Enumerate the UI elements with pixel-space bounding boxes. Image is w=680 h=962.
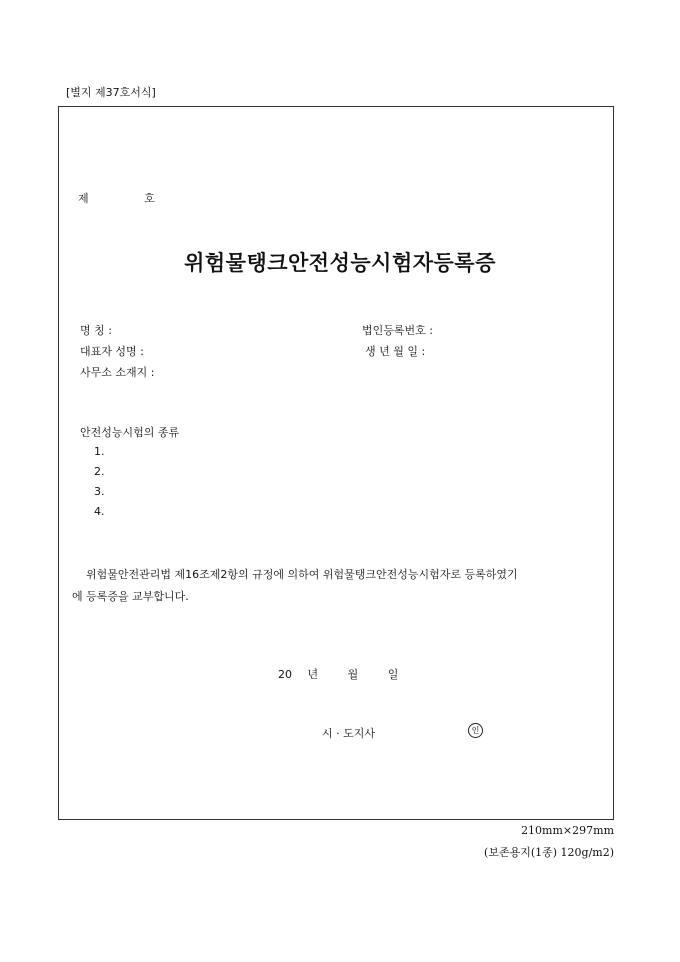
test-kind-item: 4. [94, 505, 105, 518]
form-number-label: [별지 제37호서식] [66, 86, 156, 99]
test-kind-item: 2. [94, 465, 105, 478]
field-office-address: 사무소 소재지 : [80, 366, 155, 379]
date-month-unit: 월 [347, 668, 359, 681]
serial-prefix: 제 [78, 192, 89, 205]
field-corp-reg-no: 법인등록번호 : [362, 324, 433, 337]
date-day-unit: 일 [387, 668, 399, 681]
paper-size: 210mm×297mm [521, 824, 614, 837]
issue-date [278, 666, 398, 682]
statement-line-2: 에 등록증을 교부합니다. [72, 590, 189, 603]
test-kind-item: 1. [94, 445, 105, 458]
date-year-unit: 년 [307, 668, 319, 681]
field-name: 명 칭 : [80, 324, 112, 337]
certificate-frame [58, 106, 614, 820]
statement-line-1: 위험물안전관리법 제16조제2항의 규정에 의하여 위험물탱크안전성능시험자로 등록하였기 [86, 568, 518, 581]
serial-suffix: 호 [144, 192, 155, 205]
paper-type: (보존용지(1종) 120g/m2) [484, 846, 614, 859]
certificate-title: 위험물탱크안전성능시험자등록증 [184, 250, 496, 275]
seal-mark: 인 [468, 723, 483, 738]
date-year: 20 [278, 668, 292, 681]
serial-number-line [78, 190, 155, 206]
issuance-statement [72, 564, 612, 608]
issuer-title: 시 · 도지사 [322, 727, 375, 740]
test-kind-item: 3. [94, 485, 105, 498]
field-representative: 대표자 성명 : [80, 345, 144, 358]
test-kinds-heading: 안전성능시험의 종류 [80, 426, 180, 439]
field-birth-date: 생 년 월 일 : [365, 345, 426, 358]
